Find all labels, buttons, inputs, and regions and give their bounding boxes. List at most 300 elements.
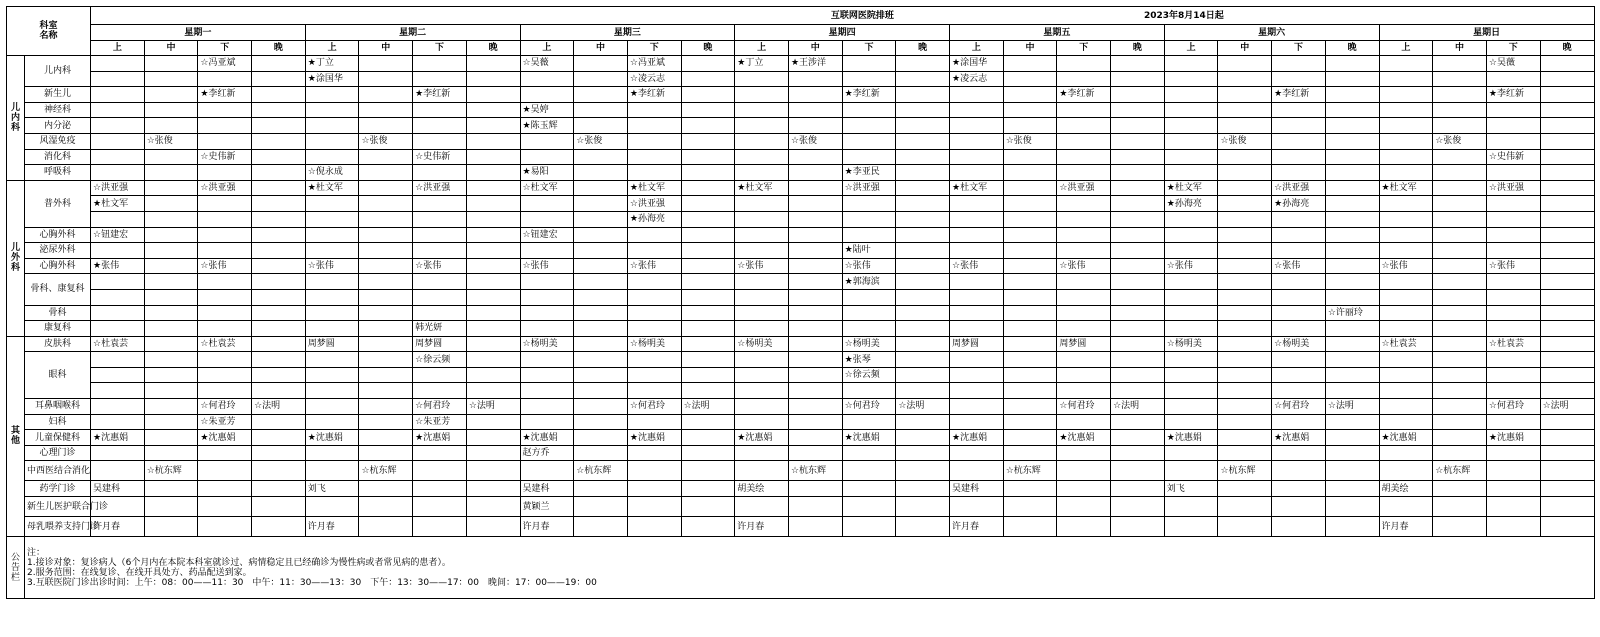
schedule-cell — [359, 289, 413, 305]
schedule-cell — [681, 243, 735, 259]
schedule-cell — [1379, 414, 1433, 430]
notice-line: 注： — [27, 547, 46, 558]
schedule-cell — [681, 517, 735, 537]
doctor-name: ☆洪亚强 — [627, 196, 681, 212]
schedule-cell — [1111, 227, 1165, 243]
schedule-cell — [466, 71, 520, 87]
schedule-cell — [91, 383, 145, 399]
schedule-cell — [950, 367, 1004, 383]
schedule-cell — [1218, 336, 1272, 352]
doctor-name: ☆张伟 — [950, 258, 1004, 274]
schedule-cell — [574, 399, 628, 415]
doctor-name: 许月春 — [1379, 517, 1433, 537]
schedule-cell — [1325, 289, 1379, 305]
doctor-name: ★王涉洋 — [788, 56, 842, 72]
schedule-cell — [896, 56, 950, 72]
schedule-cell — [1379, 461, 1433, 481]
schedule-cell — [627, 227, 681, 243]
schedule-cell — [1057, 367, 1111, 383]
schedule-cell — [1164, 289, 1218, 305]
schedule-cell — [198, 352, 252, 368]
schedule-cell — [1325, 383, 1379, 399]
schedule-cell — [466, 430, 520, 446]
doctor-name: ☆洪亚强 — [1272, 180, 1326, 196]
schedule-cell — [144, 399, 198, 415]
schedule-cell — [1272, 352, 1326, 368]
schedule-cell — [896, 133, 950, 149]
doctor-name: ★李红新 — [1057, 87, 1111, 103]
schedule-cell — [1003, 367, 1057, 383]
schedule-cell — [1379, 87, 1433, 103]
schedule-cell — [950, 274, 1004, 290]
schedule-cell — [627, 461, 681, 481]
schedule-cell — [1379, 445, 1433, 461]
schedule-cell — [252, 336, 306, 352]
table-row — [7, 118, 1595, 134]
doctor-name: ☆张伟 — [198, 258, 252, 274]
schedule-cell — [1272, 149, 1326, 165]
table-row — [7, 196, 1595, 212]
schedule-cell — [950, 497, 1004, 517]
schedule-cell — [1486, 289, 1540, 305]
schedule-cell — [413, 102, 467, 118]
schedule-cell — [842, 445, 896, 461]
schedule-cell — [1433, 481, 1487, 497]
schedule-cell — [305, 227, 359, 243]
vertical-char: 告 — [10, 562, 20, 573]
day-header: 星期一 — [91, 25, 306, 41]
table-row — [7, 243, 1595, 259]
schedule-cell — [788, 180, 842, 196]
schedule-cell — [466, 196, 520, 212]
schedule-cell — [1218, 165, 1272, 181]
schedule-cell — [950, 211, 1004, 227]
schedule-cell — [359, 352, 413, 368]
schedule-cell — [788, 383, 842, 399]
schedule-cell — [1003, 497, 1057, 517]
slot-header: 晚 — [252, 41, 306, 56]
schedule-cell — [252, 430, 306, 446]
schedule-cell — [359, 445, 413, 461]
schedule-cell — [574, 305, 628, 321]
schedule-cell — [466, 321, 520, 337]
schedule-cell — [252, 445, 306, 461]
schedule-cell — [1540, 445, 1594, 461]
schedule-cell — [1325, 414, 1379, 430]
schedule-cell — [788, 497, 842, 517]
schedule-cell — [1433, 399, 1487, 415]
doctor-name: ☆何君玲 — [1272, 399, 1326, 415]
schedule-cell — [144, 87, 198, 103]
schedule-cell — [1003, 430, 1057, 446]
schedule-cell — [1003, 118, 1057, 134]
schedule-cell — [91, 102, 145, 118]
doctor-name: ☆法明 — [1540, 399, 1594, 415]
doctor-name: ★李红新 — [1486, 87, 1540, 103]
schedule-cell — [305, 274, 359, 290]
schedule-cell — [91, 243, 145, 259]
schedule-cell — [466, 227, 520, 243]
schedule-cell — [1218, 414, 1272, 430]
dept-name: 眼科 — [25, 352, 91, 399]
schedule-cell — [788, 399, 842, 415]
schedule-cell — [1433, 352, 1487, 368]
table-row — [7, 336, 1595, 352]
dept-name: 心胸外科 — [25, 227, 91, 243]
schedule-cell — [1164, 87, 1218, 103]
schedule-cell — [413, 56, 467, 72]
schedule-cell — [520, 367, 574, 383]
schedule-cell — [788, 414, 842, 430]
schedule-cell — [413, 305, 467, 321]
schedule-cell — [359, 87, 413, 103]
table-row — [7, 414, 1595, 430]
schedule-cell — [896, 102, 950, 118]
schedule-cell — [896, 445, 950, 461]
doctor-name: ★李红新 — [842, 87, 896, 103]
schedule-cell — [1379, 321, 1433, 337]
slot-header: 晚 — [1325, 41, 1379, 56]
schedule-cell — [681, 258, 735, 274]
table-row — [7, 258, 1595, 274]
doctor-name: ★沈惠娟 — [950, 430, 1004, 446]
schedule-cell — [252, 102, 306, 118]
schedule-cell — [950, 399, 1004, 415]
schedule-cell — [788, 430, 842, 446]
doctor-name: ☆杭东辉 — [1433, 461, 1487, 481]
schedule-cell — [842, 149, 896, 165]
schedule-cell — [305, 305, 359, 321]
schedule-cell — [252, 56, 306, 72]
schedule-cell — [466, 289, 520, 305]
schedule-cell — [681, 211, 735, 227]
doctor-name: ★郭海滨 — [842, 274, 896, 290]
schedule-cell — [681, 274, 735, 290]
doctor-name: ★杜文军 — [735, 180, 789, 196]
schedule-cell — [842, 461, 896, 481]
doctor-name: ★沈惠娟 — [1486, 430, 1540, 446]
doctor-name: ☆张伟 — [842, 258, 896, 274]
schedule-cell — [681, 227, 735, 243]
schedule-cell — [1218, 289, 1272, 305]
schedule-cell — [788, 258, 842, 274]
schedule-cell — [413, 517, 467, 537]
schedule-cell — [896, 274, 950, 290]
schedule-cell — [252, 211, 306, 227]
schedule-cell — [896, 165, 950, 181]
schedule-cell — [1272, 227, 1326, 243]
schedule-cell — [359, 274, 413, 290]
schedule-cell — [252, 180, 306, 196]
slot-header: 上 — [305, 41, 359, 56]
schedule-cell — [681, 71, 735, 87]
schedule-cell — [1486, 102, 1540, 118]
schedule-cell — [1379, 211, 1433, 227]
schedule-cell — [1003, 274, 1057, 290]
schedule-cell — [681, 118, 735, 134]
schedule-cell — [144, 243, 198, 259]
schedule-cell — [1218, 445, 1272, 461]
schedule-cell — [1433, 71, 1487, 87]
dept-name: 康复科 — [25, 321, 91, 337]
schedule-cell — [91, 399, 145, 415]
schedule-cell — [305, 367, 359, 383]
schedule-cell — [466, 118, 520, 134]
schedule-cell — [252, 461, 306, 481]
schedule-cell — [1325, 430, 1379, 446]
schedule-cell — [359, 211, 413, 227]
schedule-cell — [413, 211, 467, 227]
notice-line: 1.接诊对象：复诊病人（6个月内在本院本科室就诊过、病情稳定且已经确诊为慢性病或者常见病的患者）。 — [27, 557, 451, 568]
schedule-cell — [788, 336, 842, 352]
table-row — [7, 517, 1595, 537]
schedule-cell — [574, 243, 628, 259]
dept-name: 泌尿外科 — [25, 243, 91, 259]
schedule-cell — [1540, 227, 1594, 243]
schedule-cell — [788, 367, 842, 383]
schedule-cell — [627, 133, 681, 149]
schedule-cell — [1379, 243, 1433, 259]
schedule-cell — [144, 336, 198, 352]
schedule-cell — [1540, 211, 1594, 227]
schedule-cell — [1111, 289, 1165, 305]
schedule-cell — [1486, 227, 1540, 243]
schedule-cell — [1540, 180, 1594, 196]
table-row — [7, 180, 1595, 196]
schedule-cell — [1164, 399, 1218, 415]
vertical-char: 外 — [10, 253, 20, 264]
schedule-cell — [1218, 180, 1272, 196]
schedule-cell — [144, 56, 198, 72]
doctor-name: ★沈惠娟 — [198, 430, 252, 446]
schedule-cell — [1218, 352, 1272, 368]
schedule-cell — [520, 133, 574, 149]
schedule-cell — [896, 414, 950, 430]
schedule-cell — [1325, 367, 1379, 383]
schedule-cell — [252, 414, 306, 430]
schedule-cell — [144, 149, 198, 165]
doctor-name: ☆张伟 — [520, 258, 574, 274]
schedule-cell — [1325, 165, 1379, 181]
schedule-cell — [1003, 336, 1057, 352]
schedule-cell — [735, 118, 789, 134]
schedule-cell — [466, 481, 520, 497]
doctor-name: ☆杨明美 — [627, 336, 681, 352]
doctor-name: ☆张伟 — [1164, 258, 1218, 274]
doctor-name: ☆何君玲 — [1486, 399, 1540, 415]
schedule-cell — [1486, 517, 1540, 537]
schedule-cell — [466, 102, 520, 118]
schedule-cell — [1540, 56, 1594, 72]
doctor-name: ★李红新 — [198, 87, 252, 103]
schedule-cell — [305, 289, 359, 305]
schedule-cell — [574, 211, 628, 227]
schedule-cell — [627, 165, 681, 181]
schedule-cell — [1486, 71, 1540, 87]
schedule-cell — [1379, 289, 1433, 305]
schedule-cell — [1218, 517, 1272, 537]
schedule-cell — [788, 165, 842, 181]
schedule-cell — [1057, 165, 1111, 181]
schedule-cell — [1433, 102, 1487, 118]
schedule-cell — [735, 414, 789, 430]
schedule-cell — [1111, 461, 1165, 481]
schedule-cell — [735, 399, 789, 415]
schedule-cell — [144, 445, 198, 461]
schedule-cell — [1164, 71, 1218, 87]
schedule-cell — [1164, 461, 1218, 481]
schedule-cell — [1540, 87, 1594, 103]
schedule-cell — [1111, 497, 1165, 517]
schedule-cell — [1379, 102, 1433, 118]
doctor-name: ☆朱亚芳 — [198, 414, 252, 430]
schedule-cell — [681, 305, 735, 321]
slot-header: 中 — [574, 41, 628, 56]
schedule-cell — [1218, 383, 1272, 399]
corner-line-2: 名称 — [39, 31, 58, 41]
schedule-cell — [896, 336, 950, 352]
doctor-name: 刘飞 — [305, 481, 359, 497]
schedule-cell — [896, 481, 950, 497]
doctor-name: ☆法明 — [681, 399, 735, 415]
schedule-cell — [788, 149, 842, 165]
doctor-name: ☆杨明美 — [1272, 336, 1326, 352]
schedule-cell — [1325, 211, 1379, 227]
doctor-name: ☆法明 — [1111, 399, 1165, 415]
schedule-cell — [466, 336, 520, 352]
schedule-cell — [788, 118, 842, 134]
doctor-name: ☆杨明美 — [842, 336, 896, 352]
notice-line: 3.互联医院门诊出诊时间：上午：08：00——11：30 中午：11：30——13：30 下午：13：30——17：00 晚间：17：00——19：00 — [27, 577, 597, 588]
schedule-cell — [627, 305, 681, 321]
doctor-name: ★李红新 — [627, 87, 681, 103]
doctor-name: ☆史伟新 — [198, 149, 252, 165]
schedule-cell — [627, 243, 681, 259]
doctor-name: ☆何君玲 — [627, 399, 681, 415]
schedule-cell — [1003, 180, 1057, 196]
schedule-cell — [681, 414, 735, 430]
schedule-cell — [144, 367, 198, 383]
schedule-cell — [574, 367, 628, 383]
schedule-cell — [520, 305, 574, 321]
schedule-cell — [413, 383, 467, 399]
schedule-cell — [1003, 517, 1057, 537]
schedule-cell — [1379, 352, 1433, 368]
schedule-cell — [842, 481, 896, 497]
schedule-cell — [1218, 321, 1272, 337]
schedule-cell — [1486, 274, 1540, 290]
schedule-cell — [681, 445, 735, 461]
schedule-cell — [1325, 461, 1379, 481]
schedule-cell — [1057, 196, 1111, 212]
schedule-cell — [1164, 274, 1218, 290]
schedule-cell — [1325, 133, 1379, 149]
schedule-cell — [1325, 336, 1379, 352]
schedule-cell — [359, 399, 413, 415]
schedule-cell — [466, 305, 520, 321]
schedule-cell — [252, 196, 306, 212]
schedule-cell — [1433, 87, 1487, 103]
schedule-cell — [1540, 517, 1594, 537]
schedule-cell — [1325, 481, 1379, 497]
schedule-cell — [950, 305, 1004, 321]
schedule-cell — [252, 133, 306, 149]
schedule-cell — [1272, 289, 1326, 305]
schedule-cell — [1218, 211, 1272, 227]
schedule-cell — [1111, 414, 1165, 430]
doctor-name: ☆冯亚斌 — [198, 56, 252, 72]
table-row — [7, 211, 1595, 227]
doctor-name: 许月春 — [91, 517, 145, 537]
doctor-name: ☆吴薇 — [520, 56, 574, 72]
schedule-cell — [681, 461, 735, 481]
table-row — [7, 399, 1595, 415]
schedule-cell — [950, 165, 1004, 181]
schedule-cell — [896, 352, 950, 368]
schedule-cell — [1272, 243, 1326, 259]
doctor-name: 周梦圆 — [305, 336, 359, 352]
schedule-cell — [252, 352, 306, 368]
dept-name: 皮肤科 — [25, 336, 91, 352]
schedule-cell — [1433, 274, 1487, 290]
schedule-cell — [252, 517, 306, 537]
schedule-cell — [520, 149, 574, 165]
schedule-cell — [1003, 211, 1057, 227]
schedule-cell — [359, 517, 413, 537]
schedule-cell — [144, 481, 198, 497]
schedule-cell — [413, 165, 467, 181]
schedule-cell — [359, 243, 413, 259]
schedule-cell — [1111, 445, 1165, 461]
schedule-cell — [1540, 289, 1594, 305]
schedule-cell — [1325, 227, 1379, 243]
schedule-cell — [198, 367, 252, 383]
doctor-name: ★易阳 — [520, 165, 574, 181]
schedule-cell — [1486, 461, 1540, 481]
schedule-cell — [1433, 227, 1487, 243]
schedule-cell — [574, 118, 628, 134]
schedule-cell — [627, 321, 681, 337]
schedule-cell — [1003, 289, 1057, 305]
schedule-cell — [144, 321, 198, 337]
notice-line: 2.服务范围：在线复诊、在线开具处方、药品配送到家。 — [27, 567, 252, 578]
schedule-cell — [1164, 497, 1218, 517]
schedule-cell — [1057, 414, 1111, 430]
schedule-cell — [735, 305, 789, 321]
schedule-cell — [252, 321, 306, 337]
schedule-cell — [950, 227, 1004, 243]
doctor-name: ☆张俊 — [788, 133, 842, 149]
doctor-name: 赵方乔 — [520, 445, 574, 461]
schedule-cell — [520, 399, 574, 415]
doctor-name: 吴建科 — [91, 481, 145, 497]
schedule-cell — [735, 321, 789, 337]
doctor-name: ☆洪亚强 — [413, 180, 467, 196]
doctor-name: ★孙海亮 — [627, 211, 681, 227]
dept-name: 中西医结合消化 — [25, 461, 91, 481]
schedule-cell — [627, 149, 681, 165]
schedule-cell — [413, 196, 467, 212]
schedule-cell — [950, 133, 1004, 149]
schedule-cell — [1433, 383, 1487, 399]
schedule-cell — [520, 289, 574, 305]
schedule-cell — [1057, 352, 1111, 368]
schedule-cell — [198, 274, 252, 290]
schedule-cell — [91, 321, 145, 337]
schedule-cell — [305, 461, 359, 481]
schedule-cell — [91, 461, 145, 481]
schedule-cell — [788, 352, 842, 368]
